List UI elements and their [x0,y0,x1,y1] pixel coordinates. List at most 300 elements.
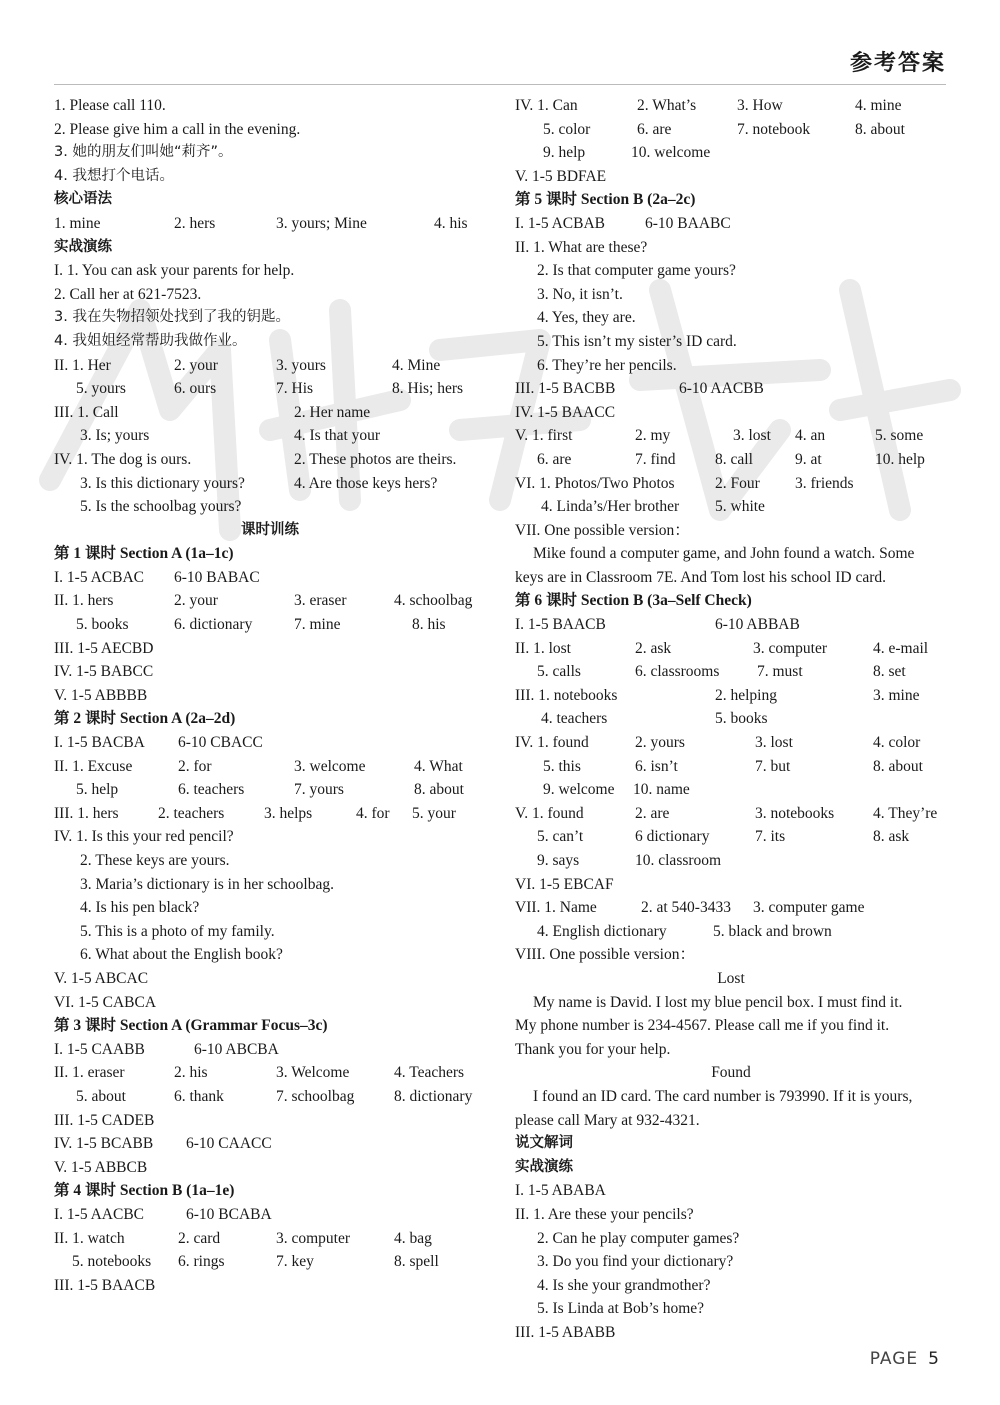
answer-line [515,967,947,991]
answer-cell: I. 1-5 AACBC [54,1205,144,1223]
answer-text: 第 6 课时 Section B (3a–Self Check) [515,592,752,610]
answer-cell: 4. Are those keys hers? [294,474,438,492]
answer-cell: 4. Mine [392,356,441,374]
answer-text: 5. Is Linda at Bob’s home? [537,1300,705,1318]
answer-text: III. 1-5 BAACB [54,1276,156,1294]
answer-line [54,259,486,283]
answer-cell: 7. yours [294,781,344,799]
answer-line [54,472,486,496]
answer-text: 实战演练 [54,238,112,255]
answer-line [54,755,486,779]
answer-cell: 6 dictionary [635,828,710,846]
answer-text: please call Mary at 932-4321. [515,1111,700,1129]
answer-cell: 6. are [637,120,672,138]
answer-line [515,448,947,472]
answer-line [515,1250,947,1274]
answer-line [515,542,947,566]
answer-cell: I. 1-5 BAACB [515,616,606,634]
answer-line [515,283,947,307]
answer-line [54,1085,486,1109]
answer-cell: 6-10 BCABA [186,1205,272,1223]
answer-line [515,991,947,1015]
answer-line [515,1061,947,1085]
answer-cell: 4. color [873,734,921,752]
answer-line [54,1038,486,1062]
answer-line [54,283,486,307]
answer-line [54,118,486,142]
answer-cell: 3. yours; Mine [276,214,367,232]
answer-line [515,1297,947,1321]
answer-text: V. 1-5 ABCAC [54,969,149,987]
answer-cell: V. 1. found [515,804,584,822]
answer-line [515,920,947,944]
answer-text: 课时训练 [241,521,299,538]
answer-cell: 4. What [414,757,463,775]
page-number [870,1349,940,1369]
answer-line [54,94,486,118]
answer-cell: 3. yours [276,356,326,374]
answer-text: 2. These keys are yours. [80,852,230,869]
answer-line [515,141,947,165]
answer-line [54,1132,486,1156]
answer-line [54,967,486,991]
answer-cell: 8. about [873,757,923,775]
lesson-heading [54,1014,486,1038]
answer-cell: 9. help [543,144,586,162]
answer-line [515,1109,947,1133]
answer-cell: 2. your [174,592,218,610]
answer-cell: 8. about [414,781,464,799]
answer-cell: 1. mine [54,214,101,232]
answer-cell: 8. His; hers [392,380,464,398]
answer-cell: 3. eraser [294,592,347,610]
lesson-heading [54,542,486,566]
answer-cell: 5. color [543,120,591,138]
answer-text: 第 2 课时 Section A (2a–2d) [54,710,236,728]
answer-cell: 4. his [434,214,468,232]
answer-cell: IV. 1. The dog is ours. [54,450,192,468]
answer-text: My name is David. I lost my blue pencil box. I must find it. [533,993,903,1011]
answer-line [54,165,486,189]
answer-text: IV. 1. Is this your red pencil? [54,828,234,846]
answer-text: 4. Is she your grandmother? [537,1276,711,1294]
answer-line [54,660,486,684]
answer-text: III. 1-5 CADEB [54,1111,155,1129]
answer-text: 核心语法 [54,191,112,208]
answer-text: 第 3 课时 Section A (Grammar Focus–3c) [54,1017,328,1035]
answer-line [515,613,947,637]
answer-text: 第 4 课时 Section B (1a–1e) [54,1182,235,1200]
answer-text: 2. Is that computer game yours? [537,262,736,280]
answer-text: VI. 1-5 EBCAF [515,875,614,893]
answer-cell: 2. his [174,1064,208,1082]
answer-text: 第 1 课时 Section A (1a–1c) [54,545,234,563]
answer-cell: 8. call [715,450,753,468]
answer-cell: 3. computer [753,639,828,657]
answer-cell: II. 1. lost [515,639,571,657]
answer-line [54,306,486,330]
answer-cell: 3. How [737,97,783,114]
answer-cell: VII. 1. Name [515,899,597,917]
answer-line [515,94,947,118]
answer-cell: 7. His [276,380,314,398]
answer-cell: 5. white [715,498,765,516]
answer-line [515,212,947,236]
answer-cell: III. 1-5 BACBB [515,380,616,398]
answer-cell: 9. says [537,852,580,869]
answer-line [515,1038,947,1062]
answer-line [515,118,947,142]
answer-cell: 5. books [715,710,768,728]
answer-cell: 2. your [174,356,218,374]
answer-cell: 4. bag [394,1229,432,1247]
answer-cell: II. 1. watch [54,1229,125,1247]
answer-line [515,495,947,519]
answer-line [54,1274,486,1298]
answer-cell: 6. rings [178,1253,225,1271]
answer-cell: 4. an [795,427,826,445]
answer-cell: 3. lost [755,734,793,752]
answer-cell: 2. are [635,804,670,822]
answer-line [515,1274,947,1298]
answer-line [54,424,486,448]
answer-line [54,589,486,613]
answer-cell: 6-10 ABBAB [715,616,800,634]
answer-line [515,306,947,330]
answer-line [54,849,486,873]
answer-line [515,1227,947,1251]
answer-text: 4. Yes, they are. [537,309,636,327]
answer-line [515,660,947,684]
answer-cell: I. 1-5 BACBA [54,734,145,752]
answer-text: I. 1-5 ABABA [515,1182,606,1200]
answer-line [515,943,947,967]
answer-text: 第 5 课时 Section B (2a–2c) [515,191,696,209]
answer-line [54,377,486,401]
answer-text: 6. They’re her pencils. [537,356,677,374]
answer-cell: 10. name [633,781,690,799]
answer-line [54,330,486,354]
answer-line [515,778,947,802]
answer-line [515,1179,947,1203]
answer-cell: 5. notebooks [72,1253,152,1271]
answer-cell: 4. Teachers [394,1064,465,1082]
answer-line [515,566,947,590]
answer-line [515,1321,947,1345]
answer-line [515,401,947,425]
answer-text: I. 1. You can ask your parents for help. [54,262,295,280]
answer-line [54,495,486,519]
section-heading [54,188,486,212]
answer-cell: 6. dictionary [174,616,253,634]
answer-cell: III. 1. notebooks [515,686,618,704]
answer-text: My phone number is 234-4567. Please call me if you find it. [515,1017,890,1035]
answer-cell: 2. for [178,757,212,775]
answer-line [54,920,486,944]
answer-cell: 6. ours [174,380,217,398]
answer-line [54,896,486,920]
answer-cell: 8. his [412,616,446,634]
answer-cell: 9. welcome [543,781,615,799]
answer-cell: 4. mine [855,97,902,114]
answer-cell: 5. books [76,616,129,634]
section-heading [54,236,486,260]
lesson-heading [54,1179,486,1203]
answer-cell: VI. 1. Photos/Two Photos [515,474,675,492]
answer-text: V. 1-5 ABBCB [54,1158,148,1176]
answer-line [515,259,947,283]
answer-text: IV. 1-5 BAACC [515,403,616,421]
answer-text: 说文解词 [515,1135,573,1152]
answer-text: 3. Do you find your dictionary? [537,1253,734,1271]
answer-line [54,943,486,967]
answer-cell: II. 1. hers [54,592,114,610]
page-label: PAGE [869,1349,919,1369]
answer-cell: 2. These photos are theirs. [294,450,457,468]
answer-line [54,778,486,802]
answer-cell: 6. are [537,450,572,468]
answer-cell: 2. yours [635,734,685,752]
answer-line [54,802,486,826]
answer-line [54,212,486,236]
answer-text: keys are in Classroom 7E. And Tom lost his school ID card. [515,568,887,586]
answer-cell: I. 1-5 ACBAB [515,214,605,232]
answer-text: 3. 她的朋友们叫她“莉齐”。 [54,144,233,161]
answer-cell: 5. calls [537,663,581,681]
lesson-heading [515,188,947,212]
answer-cell: 2. helping [715,686,777,704]
answer-line [515,354,947,378]
answer-text: 1. Please call 110. [54,97,166,114]
answer-text: Found [711,1064,751,1082]
answer-cell: 6. isn’t [635,757,678,775]
answer-cell: 5. black and brown [713,922,832,940]
lesson-heading [515,589,947,613]
answer-cell: 10. welcome [631,144,711,162]
answer-cell: 4. teachers [541,710,608,728]
answer-text: 2. Can he play computer games? [537,1229,740,1247]
answer-text: VIII. One possible version： [515,946,695,964]
answer-cell: IV. 1. Can [515,97,578,114]
answer-line [54,637,486,661]
answer-cell: 5. about [76,1087,126,1105]
answer-line [515,1014,947,1038]
answer-text: VII. One possible version： [515,521,690,539]
answer-text: Mike found a computer game, and John found a watch. Some [533,545,915,563]
answer-line [515,519,947,543]
answer-cell: I. 1-5 ACBAC [54,568,144,586]
answer-line [515,849,947,873]
answer-text: Thank you for your help. [515,1040,671,1058]
answer-cell: II. 1. Excuse [54,757,133,775]
answer-cell: 7. key [276,1253,314,1271]
answer-line [515,825,947,849]
answer-line [515,637,947,661]
answer-cell: 4. English dictionary [537,922,667,940]
answer-cell: 8. ask [873,828,910,846]
answer-cell: 6-10 AACBB [679,380,764,398]
answer-text: VI. 1-5 CABCA [54,993,157,1011]
answer-line [515,472,947,496]
answer-cell: 4. for [356,804,390,822]
answer-text: 2. Call her at 621-7523. [54,285,202,303]
answer-cell: II. 1. eraser [54,1064,125,1082]
answer-cell: 7. find [635,450,676,468]
answer-line [54,684,486,708]
answer-cell: 5. can’t [537,828,584,846]
answer-cell: 2. Four [715,474,760,492]
answer-text: 3. 我在失物招领处找到了我的钥匙。 [54,309,290,326]
answer-cell: 5. some [875,427,924,445]
answer-text: 3. Maria’s dictionary is in her schoolbag. [80,875,334,893]
answer-cell: 4. schoolbag [394,592,473,610]
answer-line [515,684,947,708]
answer-cell: 2. my [635,427,671,445]
answer-line [54,448,486,472]
answer-line [54,1227,486,1251]
answer-cell: 5. your [412,804,456,822]
answer-text: II. 1. What are these? [515,238,648,256]
answer-line [515,1085,947,1109]
answer-cell: 4. Linda’s/Her brother [541,498,680,516]
answer-text: 2. Please give him a call in the evening. [54,120,301,138]
answer-line [54,825,486,849]
answer-cell: 6-10 CAACC [186,1135,272,1153]
answer-text: III. 1-5 ABABB [515,1323,616,1341]
answer-cell: 2. hers [174,214,216,232]
answer-text: 5. This is a photo of my family. [80,922,275,940]
answer-text: II. 1. Are these your pencils? [515,1205,694,1223]
answer-text: 实战演练 [515,1158,573,1175]
answer-line [54,1203,486,1227]
answer-line [515,802,947,826]
answer-cell: 3. mine [873,686,920,704]
answer-cell: 6-10 ABCBA [194,1040,279,1058]
answer-text: 4. Is his pen black? [80,899,200,917]
answer-cell: III. 1. hers [54,804,119,822]
answer-cell: 6-10 BAABC [645,214,731,232]
answer-line [54,1061,486,1085]
answer-cell: 10. help [875,450,925,468]
answer-cell: 5. this [543,757,581,775]
answer-line [54,141,486,165]
answer-text: III. 1-5 AECBD [54,639,154,657]
answer-line [54,991,486,1015]
page-number-value: 5 [928,1349,940,1369]
answer-line [515,755,947,779]
answer-cell: IV. 1-5 BCABB [54,1135,154,1153]
section-heading [515,1132,947,1156]
answer-cell: I. 1-5 CAABB [54,1040,145,1058]
answer-line [515,896,947,920]
answer-cell: 8. about [855,120,905,138]
answer-text: 5. This isn’t my sister’s ID card. [537,332,737,350]
right-answer-column [515,94,947,1344]
answer-cell: 6. classrooms [635,663,720,681]
left-answer-column [54,94,486,1297]
answer-cell: V. 1. first [515,427,573,445]
answer-text: 6. What about the English book? [80,946,283,964]
answer-line [515,707,947,731]
answer-cell: 7. notebook [737,120,811,138]
answer-text: 3. No, it isn’t. [537,285,623,303]
answer-cell: 8. dictionary [394,1087,473,1105]
answer-line [515,165,947,189]
answer-cell: 5. help [76,781,119,799]
answer-line [54,613,486,637]
answer-cell: 5. Is the schoolbag yours? [80,498,242,516]
answer-line [54,566,486,590]
answer-cell: 3. lost [733,427,771,445]
answer-cell: 4. Is that your [294,427,381,445]
answer-cell: 3. Is this dictionary yours? [80,474,245,492]
answer-cell: 2. teachers [158,804,225,822]
answer-line [54,873,486,897]
answer-cell: 8. set [873,663,906,681]
answer-line [54,354,486,378]
answer-cell: 3. Is; yours [80,427,150,445]
answer-cell: 6. thank [174,1087,224,1105]
answer-line [515,731,947,755]
answer-cell: 3. computer game [753,899,865,917]
answer-line [54,1109,486,1133]
answer-cell: 2. at 540-3433 [641,899,731,917]
answer-line [54,731,486,755]
answer-cell: 9. at [795,450,822,468]
answer-cell: 7. mine [294,616,341,634]
answer-cell: 2. ask [635,639,672,657]
answer-text: 4. 我姐姐经常帮助我做作业。 [54,332,247,349]
answer-cell: 3. welcome [294,757,366,775]
answer-line [515,330,947,354]
answer-cell: III. 1. Call [54,403,119,421]
section-heading [515,1156,947,1180]
answer-line [54,1156,486,1180]
answer-line [515,424,947,448]
answer-cell: 10. classroom [635,852,722,869]
answer-cell: 4. e-mail [873,639,929,657]
answer-text: V. 1-5 BDFAE [515,167,607,185]
answer-line [54,1250,486,1274]
answer-cell: 4. They’re [873,804,938,822]
answer-cell: IV. 1. found [515,734,589,752]
answer-line [515,377,947,401]
answer-cell: 6. teachers [178,781,245,799]
answer-cell: 3. friends [795,474,854,492]
header-divider [54,84,946,85]
answer-text: Lost [717,969,745,987]
answer-cell: 5. yours [76,380,126,398]
answer-line [54,401,486,425]
answer-text: IV. 1-5 BABCC [54,663,154,681]
answer-cell: 3. Welcome [276,1064,350,1082]
answer-cell: 7. its [755,828,786,846]
answer-cell: 3. helps [264,804,313,822]
answer-cell: 2. card [178,1229,221,1247]
answer-cell: 7. schoolbag [276,1087,355,1105]
answer-cell: II. 1. Her [54,356,111,374]
lesson-heading [54,707,486,731]
answer-text: I found an ID card. The card number is 793990. If it is yours, [533,1087,913,1105]
answer-cell: 6-10 CBACC [178,734,263,752]
page-header-title: 参考答案 [849,51,946,76]
answer-cell: 3. notebooks [755,804,835,822]
answer-cell: 6-10 BABAC [174,568,260,586]
answer-cell: 7. must [757,663,803,681]
answer-line [515,236,947,260]
answer-cell: 3. computer [276,1229,351,1247]
answer-text: 4. 我想打个电话。 [54,167,174,184]
